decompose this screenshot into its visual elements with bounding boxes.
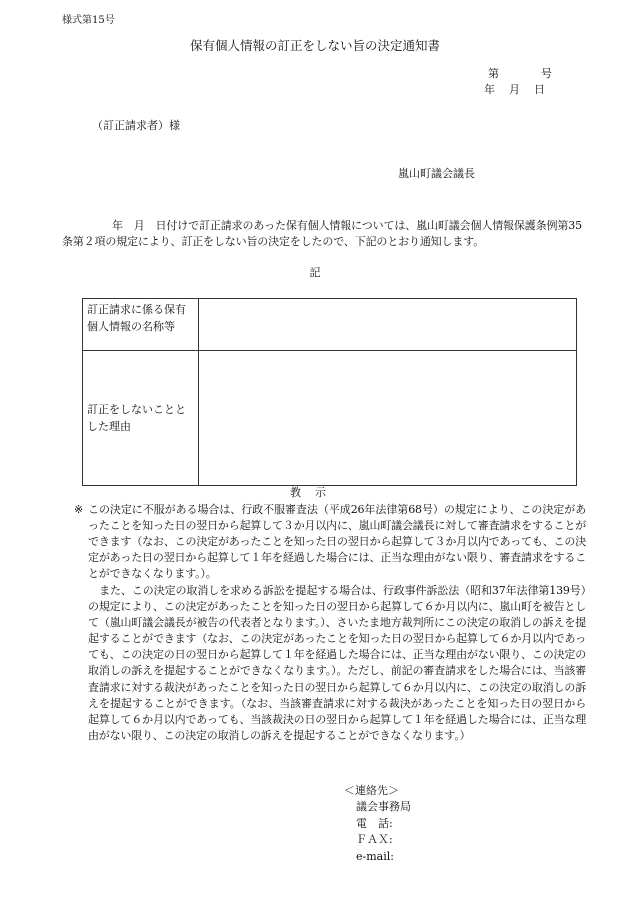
contact-dept: 議会事務局 xyxy=(356,800,411,814)
table-row xyxy=(83,351,577,486)
note-text: また、この決定の取消しを求める訴訟を提起する場合は、行政事件訴訟法（昭和37年法律第139号）の規定により、この決定があったことを知った日の翌日から起算して６か月以内に、嵐山町を被告として（嵐山町議会議長が被告の代表者となります。）、さいたま地方裁判所にこの決定の取消しの訴えを提起することができます（なお、この決定があったことを知った日の翌日から起算して６か月以内であっても、この決定の日の翌日から起算して１年を経過した場合には、正当な理由がない限り、この決定の取消しの訴えを提起することができなくなります。）。ただし、前記の審査請求をした場合には、当該審査請求に対する裁決があったことを知った日の翌日から起算して６か月以内に、この決定の取消しの訴えを提起することができます。（なお、当該審査請求に対する裁決があったことを知った日の翌日から起算して６か月以内であっても、当該裁決の日の翌日から起算して１年を経過した場合には、正当な理由がない限り、この決定の取消しの訴えを提起することができなくなります。） xyxy=(88,584,586,742)
document-number xyxy=(488,66,552,82)
contact-fax: ＦＡＸ: xyxy=(356,833,393,847)
table-row xyxy=(83,299,577,351)
table-label-reason: 訂正をしないこととした理由 xyxy=(83,351,199,486)
date-year: 年 xyxy=(484,83,495,96)
contact-email: e-mail: xyxy=(356,849,394,863)
document-date xyxy=(484,82,545,98)
ki-heading: 記 xyxy=(309,266,321,279)
contact-block xyxy=(344,783,411,865)
kyouji-heading: 教示 xyxy=(290,486,340,499)
body-text: 年 月 日付けで訂正請求のあった保有個人情報については、嵐山町議会個人情報保護条例第35条第２項の規定により、訂正をしない旨の決定をしたので、下記のとおり通知します。 xyxy=(62,219,582,248)
body-paragraph xyxy=(62,218,582,250)
page-title: 保有個人情報の訂正をしない旨の決定通知書 xyxy=(189,38,440,53)
sender: 嵐山町議会議長 xyxy=(398,167,475,180)
table-value-reason xyxy=(199,351,577,486)
number-dai: 第 xyxy=(488,67,499,80)
recipient: （訂正請求者）様 xyxy=(92,119,180,132)
form-number: 様式第15号 xyxy=(62,15,115,26)
date-month: 月 xyxy=(509,83,520,96)
table-label-info-name: 訂正請求に係る保有個人情報の名称等 xyxy=(83,299,199,351)
contact-tel: 電 話: xyxy=(356,816,393,830)
note-paragraph-review: この決定に不服がある場合は、行政不服審査法（平成26年法律第68号）の規定により、この決定があったことを知った日の翌日から起算して３か月以内に、嵐山町議会議長に対して審査請求をすることができます（なお、この決定があったことを知った日の翌日から起算して３か月以内であっても、この決定があった日の翌日から起算して１年を経過した場合には、正当な理由がない限り、審査請求をすることができなくなります。）。 xyxy=(88,503,586,581)
table-value-info-name xyxy=(199,299,577,351)
info-table xyxy=(82,298,577,486)
number-gou: 号 xyxy=(541,67,552,80)
note-mark: ※ xyxy=(74,503,84,516)
note-paragraph-lawsuit xyxy=(88,583,586,744)
contact-heading: ＜連絡先＞ xyxy=(344,784,399,797)
date-day: 日 xyxy=(534,83,545,96)
